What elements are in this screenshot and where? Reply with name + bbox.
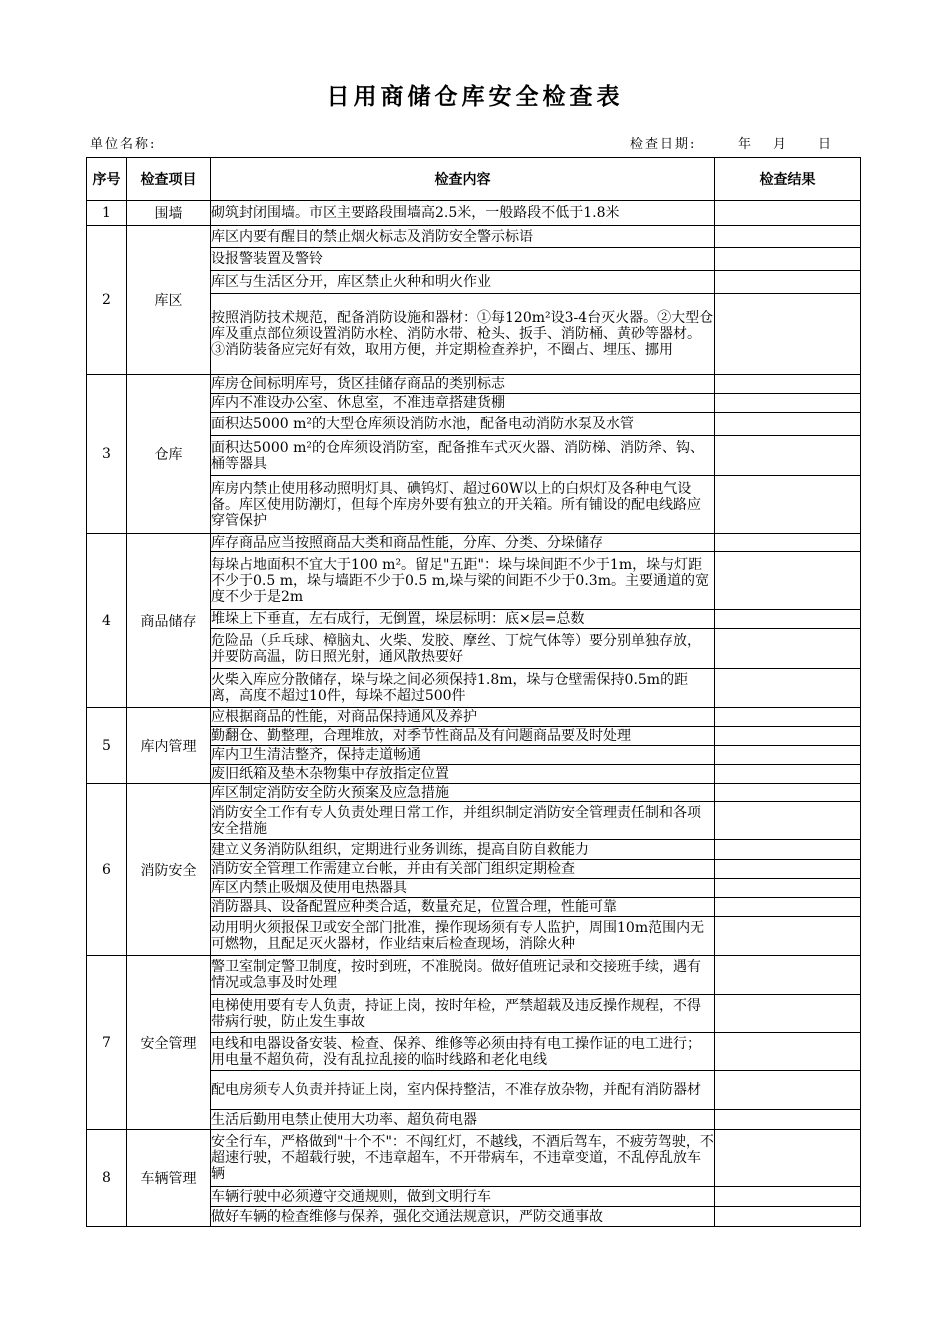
check-content: 库区与生活区分开，库区禁止火种和明火作业 <box>211 271 715 294</box>
check-content: 电线和电器设备安装、检查、保养、维修等必须由持有电工操作证的电工进行；用电量不超负荷，没有乱拉乱接的临时线路和老化电线 <box>211 1033 715 1071</box>
section-number: 3 <box>87 375 127 534</box>
check-content: 每垛占地面积不宜大于100 m²。留足"五距"：垛与垛间距不少于1m，垛与灯距不少于0.5 m，垛与墙距不少于0.5 m,垛与梁的间距不少于0.3m。主要通道的宽度不少于是2m <box>211 552 715 610</box>
check-content: 生活后勤用电禁止使用大功率、超负荷电器 <box>211 1110 715 1130</box>
table-body <box>87 201 861 1227</box>
inspection-table <box>86 157 861 1227</box>
check-result-cell[interactable] <box>715 995 861 1033</box>
check-result-cell[interactable] <box>715 1110 861 1130</box>
section-number: 8 <box>87 1130 127 1227</box>
section-item: 围墙 <box>127 201 211 226</box>
check-result-cell[interactable] <box>715 708 861 727</box>
check-content: 库区制定消防安全防火预案及应急措施 <box>211 784 715 802</box>
check-content: 堆垛上下垂直，左右成行，无倒置，垛层标明：底×层=总数 <box>211 610 715 629</box>
check-content: 设报警装置及警铃 <box>211 248 715 271</box>
check-result-cell[interactable] <box>715 226 861 248</box>
check-content: 配电房须专人负责并持证上岗，室内保持整洁，不准存放杂物，并配有消防器材 <box>211 1071 715 1110</box>
check-result-cell[interactable] <box>715 669 861 708</box>
check-content: 应根据商品的性能，对商品保持通风及养护 <box>211 708 715 727</box>
check-result-cell[interactable] <box>715 802 861 840</box>
section-number: 6 <box>87 784 127 956</box>
section-item: 车辆管理 <box>127 1130 211 1227</box>
table-row <box>87 784 861 802</box>
check-result-cell[interactable] <box>715 860 861 879</box>
table-row <box>87 534 861 552</box>
table-row <box>87 226 861 248</box>
check-content: 建立义务消防队组织，定期进行业务训练，提高自防自救能力 <box>211 840 715 860</box>
check-content: 砌筑封闭围墙。市区主要路段围墙高2.5米，一般路段不低于1.8米 <box>211 201 715 226</box>
check-content: 面积达5000 m²的大型仓库须设消防水池，配备电动消防水泵及水管 <box>211 413 715 436</box>
table-header-row <box>87 158 861 201</box>
table-row <box>87 201 861 226</box>
section-item: 仓库 <box>127 375 211 534</box>
check-result-cell[interactable] <box>715 784 861 802</box>
check-result-cell[interactable] <box>715 746 861 765</box>
section-item: 库内管理 <box>127 708 211 784</box>
check-content: 库区内要有醒目的禁止烟火标志及消防安全警示标语 <box>211 226 715 248</box>
header-item: 检查项目 <box>127 158 211 201</box>
check-result-cell[interactable] <box>715 375 861 394</box>
check-content: 库区内禁止吸烟及使用电热器具 <box>211 879 715 898</box>
check-content: 库存商品应当按照商品大类和商品性能，分库、分类、分垛储存 <box>211 534 715 552</box>
section-item: 商品储存 <box>127 534 211 708</box>
check-result-cell[interactable] <box>715 879 861 898</box>
check-content: 库内不准设办公室、休息室，不准违章搭建货棚 <box>211 394 715 413</box>
check-content: 面积达5000 m²的仓库须设消防室，配备推车式灭火器、消防梯、消防斧、钩、桶等器具 <box>211 436 715 476</box>
check-content: 勤翻仓、勤整理，合理堆放，对季节性商品及有问题商品要及时处理 <box>211 727 715 746</box>
check-content: 消防安全工作有专人负责处理日常工作，并组织制定消防安全管理责任制和各项安全措施 <box>211 802 715 840</box>
check-result-cell[interactable] <box>715 1071 861 1110</box>
table-row <box>87 1130 861 1187</box>
page-title: 日用商储仓库安全检查表 <box>326 84 624 110</box>
check-result-cell[interactable] <box>715 898 861 917</box>
check-result-cell[interactable] <box>715 610 861 629</box>
check-result-cell[interactable] <box>715 727 861 746</box>
check-content: 库房内禁止使用移动照明灯具、碘钨灯、超过60W以上的白炽灯及各种电气设备。库区使用防潮灯，但每个库房外要有独立的开关箱。所有铺设的配电线路应穿管保护 <box>211 476 715 534</box>
check-date <box>630 133 834 152</box>
check-content: 消防器具、设备配置应种类合适，数量充足，位置合理，性能可靠 <box>211 898 715 917</box>
section-number: 5 <box>87 708 127 784</box>
section-number: 4 <box>87 534 127 708</box>
date-month-label: 月 <box>773 137 789 152</box>
check-content: 库内卫生清洁整齐，保持走道畅通 <box>211 746 715 765</box>
section-item: 库区 <box>127 226 211 375</box>
check-result-cell[interactable] <box>715 1187 861 1207</box>
check-content: 警卫室制定警卫制度，按时到班，不准脱岗。做好值班记录和交接班手续，遇有情况或急事及时处理 <box>211 956 715 995</box>
check-result-cell[interactable] <box>715 201 861 226</box>
check-result-cell[interactable] <box>715 436 861 476</box>
check-result-cell[interactable] <box>715 956 861 995</box>
check-content: 动用明火须报保卫或安全部门批准，操作现场须有专人监护，周围10m范围内无可燃物，且配足灭火器材，作业结束后检查现场，消除火种 <box>211 917 715 956</box>
date-year-label: 年 <box>738 137 754 152</box>
check-result-cell[interactable] <box>715 413 861 436</box>
table-row <box>87 375 861 394</box>
header-content: 检查内容 <box>211 158 715 201</box>
check-content: 消防安全管理工作需建立台帐，并由有关部门组织定期检查 <box>211 860 715 879</box>
section-number: 2 <box>87 226 127 375</box>
check-result-cell[interactable] <box>715 394 861 413</box>
check-result-cell[interactable] <box>715 765 861 784</box>
section-number: 1 <box>87 201 127 226</box>
check-result-cell[interactable] <box>715 917 861 956</box>
check-result-cell[interactable] <box>715 476 861 534</box>
check-result-cell[interactable] <box>715 1130 861 1187</box>
check-result-cell[interactable] <box>715 534 861 552</box>
check-result-cell[interactable] <box>715 1033 861 1071</box>
check-content: 危险品（乒乓球、樟脑丸、火柴、发胶、摩丝、丁烷气体等）要分别单独存放，并要防高温，防日照光射，通风散热要好 <box>211 629 715 669</box>
check-result-cell[interactable] <box>715 248 861 271</box>
check-content: 做好车辆的检查维修与保养，强化交通法规意识，严防交通事故 <box>211 1207 715 1227</box>
check-result-cell[interactable] <box>715 629 861 669</box>
check-content: 安全行车，严格做到"十个不"：不闯红灯，不越线，不酒后驾车，不疲劳驾驶，不超速行驶，不超载行驶，不违章超车，不开带病车，不违章变道，不乱停乱放车辆 <box>211 1130 715 1187</box>
check-result-cell[interactable] <box>715 271 861 294</box>
check-content: 电梯使用要有专人负责，持证上岗，按时年检，严禁超载及违反操作规程，不得带病行驶，防止发生事故 <box>211 995 715 1033</box>
check-date-label: 检查日期: <box>630 137 697 152</box>
check-content: 车辆行驶中必须遵守交通规则，做到文明行车 <box>211 1187 715 1207</box>
check-content: 废旧纸箱及垫木杂物集中存放指定位置 <box>211 765 715 784</box>
unit-name-label: 单位名称: <box>90 137 157 152</box>
check-result-cell[interactable] <box>715 552 861 610</box>
check-result-cell[interactable] <box>715 1207 861 1227</box>
check-content: 按照消防技术规范，配备消防设施和器材：①每120m²设3-4台灭火器。②大型仓库及重点部位须设置消防水栓、消防水带、枪头、扳手、消防桶、黄砂等器材。③消防装备应完好有效，取用方便，并定期检查养护，不圈占、埋压、挪用 <box>211 294 715 375</box>
header-no: 序号 <box>87 158 127 201</box>
table-row <box>87 956 861 995</box>
section-item: 消防安全 <box>127 784 211 956</box>
header-result: 检查结果 <box>715 158 861 201</box>
section-number: 7 <box>87 956 127 1130</box>
check-content: 火柴入库应分散储存，垛与垛之间必须保持1.8m，垛与仓壁需保持0.5m的距离，高度不超过10件，每垛不超过500件 <box>211 669 715 708</box>
section-item: 安全管理 <box>127 956 211 1130</box>
date-day-label: 日 <box>818 137 834 152</box>
check-result-cell[interactable] <box>715 294 861 375</box>
check-content: 库房仓间标明库号，货区挂储存商品的类别标志 <box>211 375 715 394</box>
table-row <box>87 708 861 727</box>
check-result-cell[interactable] <box>715 840 861 860</box>
